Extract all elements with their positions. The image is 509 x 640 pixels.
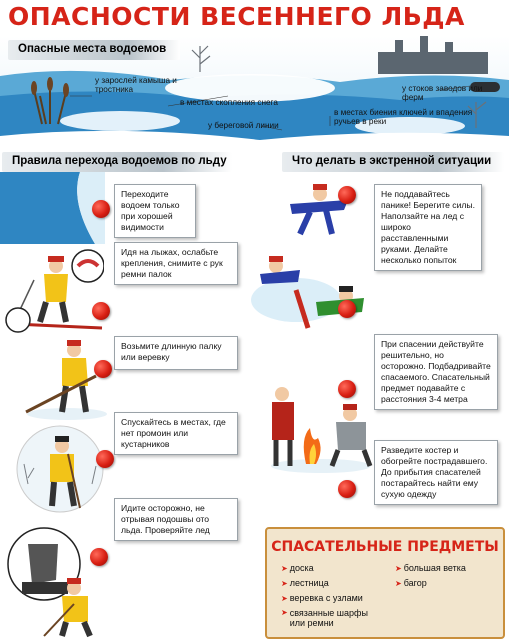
rescue-illustration (246, 240, 376, 340)
arrow-icon: ➤ (281, 594, 288, 603)
danger-label-snow: в местах скопления снега (180, 98, 278, 107)
rule-marker-icon (94, 360, 112, 378)
skier-illustration (4, 244, 104, 334)
rescue-item: ➤ лестница (281, 578, 329, 588)
rule-box-descent: Спускайтесь в местах, где нет промоин или кустарников (114, 412, 238, 455)
ice-edge-illustration (0, 172, 105, 244)
campfire-illustration (266, 378, 376, 474)
arrow-icon: ➤ (281, 608, 288, 617)
person-with-stick-illustration (22, 336, 112, 420)
emergency-marker-icon (338, 300, 356, 318)
rescue-item: ➤ связанные шарфы или ремни (281, 608, 368, 628)
arrow-icon: ➤ (395, 579, 402, 588)
arrow-icon: ➤ (395, 564, 402, 573)
rescue-items-panel (265, 527, 505, 639)
page-title: ОПАСНОСТИ ВЕСЕННЕГО ЛЬДА (8, 2, 465, 31)
danger-label-drains: у стоков заводов или ферм (402, 84, 483, 102)
rescue-items-col2 (395, 563, 495, 589)
rule-box-stick: Возьмите длинную палку или веревку (114, 336, 238, 370)
arrow-icon: ➤ (281, 579, 288, 588)
rule-box-walking: Идите осторожно, не отрывая подошвы ото льда. Проверяйте лед (114, 498, 238, 541)
rule-marker-icon (92, 200, 110, 218)
rule-marker-icon (90, 548, 108, 566)
danger-label-reeds: у зарослей камыша и тростника (95, 76, 177, 94)
rescue-items-title: СПАСАТЕЛЬНЫЕ ПРЕДМЕТЫ (271, 539, 499, 555)
emergency-marker-icon (338, 186, 356, 204)
rescue-item: ➤ большая ветка (395, 563, 466, 573)
rule-marker-icon (92, 302, 110, 320)
danger-label-shore: у береговой линии (208, 121, 279, 130)
rule-box-visibility: Переходите водоем только при хорошей видимости (114, 184, 196, 238)
emergency-box-panic: Не поддавайтесь панике! Берегите силы. Наползайте на лед с широко расставленными руками. Делайте несколько попыток (374, 184, 482, 271)
descent-illustration (14, 424, 106, 514)
rule-box-skis: Идя на лыжах, ослабьте крепления, снимите с рук ремни палок (114, 242, 238, 285)
rule-marker-icon (96, 450, 114, 468)
emergency-header: Что делать в экстренной ситуации (282, 152, 504, 172)
emergency-box-rescue: При спасении действуйте решительно, но осторожно. Подбадривайте спасаемого. Спасательный предмет подавайте с расстояния 3-4 метра (374, 334, 498, 410)
rescue-items-col1 (281, 563, 391, 628)
danger-label-springs: в местах биения ключей и впадения ручьев в реки (334, 108, 473, 126)
dangerous-places-header: Опасные места водоемов (8, 40, 180, 60)
emergency-marker-icon (338, 380, 356, 398)
emergency-marker-icon (338, 480, 356, 498)
crossing-rules-header: Правила перехода водоемов по льду (2, 152, 232, 172)
careful-walking-illustration (4, 524, 108, 638)
arrow-icon: ➤ (281, 564, 288, 573)
rescue-item: ➤ доска (281, 563, 314, 573)
rescue-item: ➤ веревка с узлами (281, 593, 363, 603)
rescue-item: ➤ багор (395, 578, 427, 588)
emergency-box-fire: Разведите костер и обогрейте пострадавшего. До прибытия спасателей постарайтесь найти ему сухую одежду (374, 440, 498, 505)
